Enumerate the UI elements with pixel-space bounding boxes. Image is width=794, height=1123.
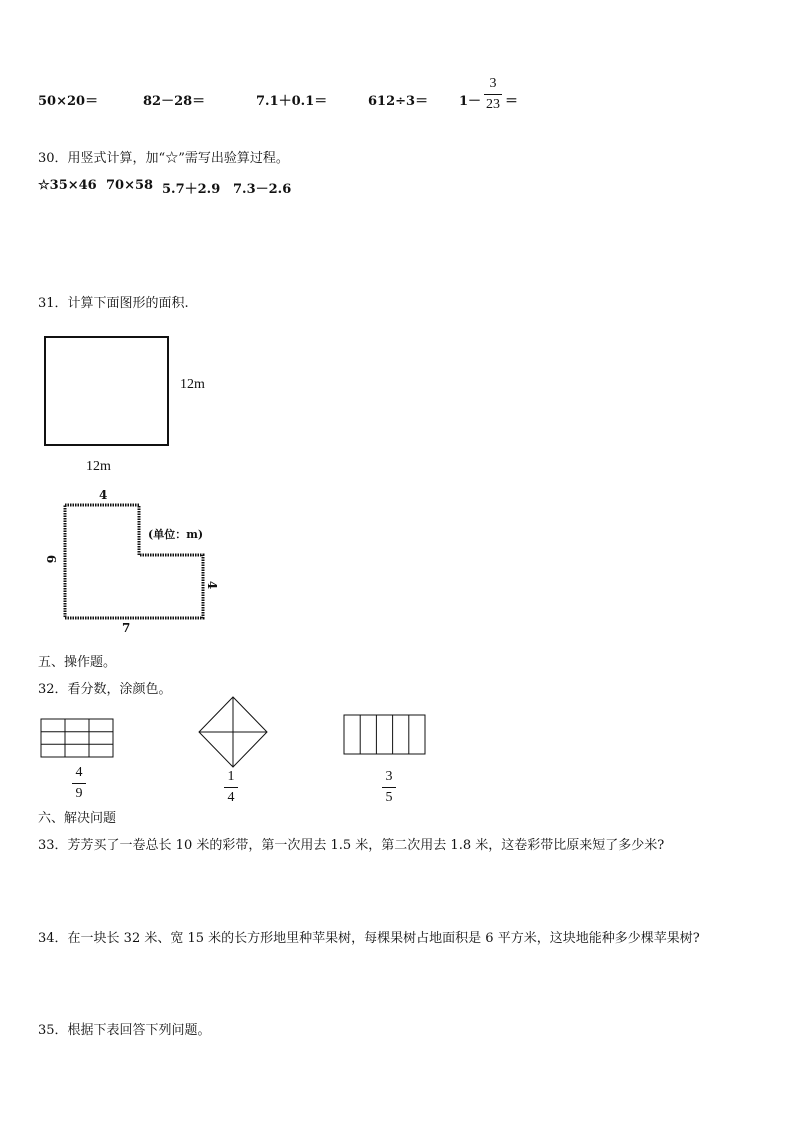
- fraction-denominator: 9: [75, 786, 83, 801]
- calc-item-3: 7.1＋0.1＝: [256, 94, 328, 109]
- square-figure: [45, 337, 168, 445]
- l-shape-right-label: 4: [205, 580, 220, 590]
- l-shape-figure: [65, 505, 203, 618]
- fraction-denominator: 5: [385, 790, 393, 805]
- q33-text: 33．芳芳买了一卷总长 10 米的彩带，第一次用去 1.5 米，第二次用去 1.8 米，这卷彩带比原来短了多少米?: [38, 838, 665, 853]
- q31-title: 31．计算下面图形的面积.: [38, 296, 189, 311]
- square-side-bottom-label: 12m: [86, 459, 111, 474]
- fraction-3-5: [382, 770, 396, 805]
- fraction-line: [224, 787, 238, 788]
- fraction-denominator: 23: [486, 97, 500, 112]
- grid-rectangle-figure: [41, 719, 113, 757]
- calc-item-2: 82－28＝: [143, 94, 206, 109]
- q30-item-3: 5.7＋2.9: [162, 182, 221, 197]
- square-side-right-label: 12m: [180, 377, 205, 392]
- l-shape-left-label: 6: [44, 554, 59, 564]
- fraction-denominator: 4: [227, 790, 235, 805]
- l-shape-unit-label: (单位：m): [148, 528, 204, 541]
- fraction-line: [382, 787, 396, 788]
- q34-text: 34．在一块长 32 米、宽 15 米的长方形地里种苹果树，每棵果树占地面积是 6 平方米，这块地能种多少棵苹果树?: [38, 931, 700, 946]
- fraction-numerator: 1: [227, 769, 235, 784]
- q30-item-2: 70×58: [106, 178, 154, 193]
- fraction-line: [72, 783, 86, 784]
- fraction-numerator: 3: [385, 769, 393, 784]
- calc-item-1: 50×20＝: [38, 94, 99, 109]
- fraction-4-9: [72, 766, 86, 801]
- calc-item-5-prefix: 1－: [459, 94, 482, 109]
- fraction-numerator: 3: [489, 76, 497, 91]
- fraction-1-4: [224, 770, 238, 805]
- calc-item-4: 612÷3＝: [368, 94, 429, 109]
- section5-title: 五、操作题。: [38, 655, 117, 670]
- q30-item-1: ☆35×46: [38, 178, 97, 193]
- fraction-numerator: 4: [75, 765, 83, 780]
- q32-title: 32．看分数，涂颜色。: [38, 682, 172, 697]
- l-shape-bottom-label: 7: [122, 621, 131, 635]
- l-shape-top-label: 4: [99, 488, 108, 502]
- q30-item-4: 7.3－2.6: [233, 182, 292, 197]
- q30-title: 30．用竖式计算，加“☆”需写出验算过程。: [38, 151, 289, 166]
- diamond-figure: [199, 697, 267, 767]
- calc-item-5-suffix: ＝: [505, 94, 519, 109]
- section6-title: 六、解决问题: [38, 811, 117, 826]
- q35-text: 35．根据下表回答下列问题。: [38, 1023, 211, 1038]
- striped-rectangle-figure: [344, 715, 425, 754]
